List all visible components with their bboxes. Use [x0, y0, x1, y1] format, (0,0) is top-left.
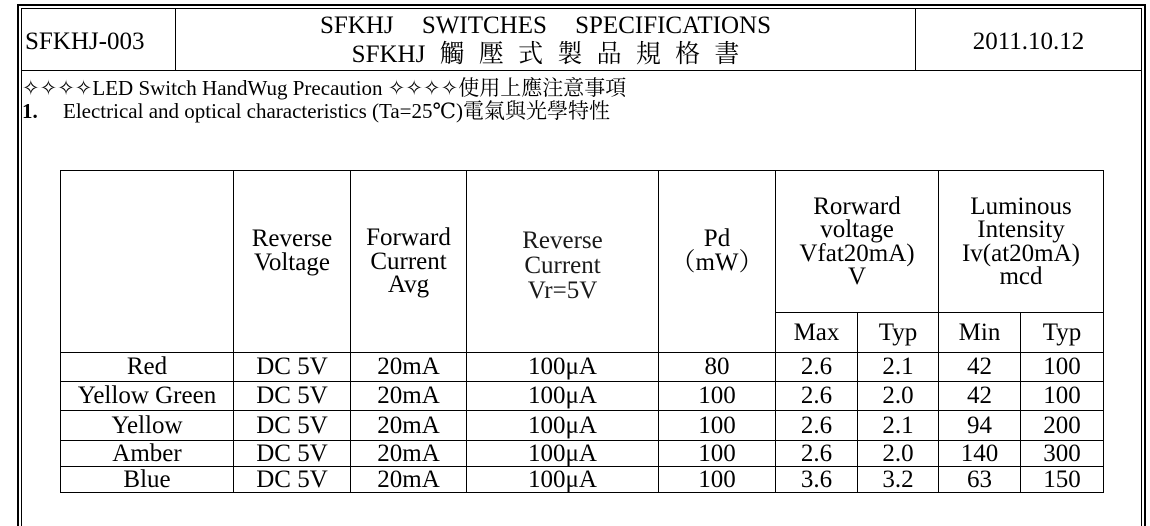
section-title: Electrical and optical characteristics (Ta=25℃)電氣與光學特性	[63, 99, 611, 123]
cell-vf-max: 2.6	[776, 441, 858, 467]
section-number: 1.	[22, 99, 38, 123]
table-row	[61, 382, 1104, 411]
cell-reverse-current: 100μA	[467, 382, 659, 411]
header-reverse-voltage: Reverse Voltage	[234, 171, 351, 353]
cell-reverse-current: 100μA	[467, 441, 659, 467]
cell-color: Yellow	[61, 411, 234, 441]
cell-vf-max: 2.6	[776, 411, 858, 441]
cell-color: Blue	[61, 467, 234, 493]
doc-date: 2011.10.12	[972, 27, 1085, 55]
cell-pd: 80	[659, 353, 776, 382]
cell-vf-typ: 3.2	[858, 467, 939, 493]
cell-pd: 100	[659, 411, 776, 441]
header-reverse-current: Reverse Current Vr=5V	[467, 171, 659, 353]
cell-vf-max: 2.6	[776, 353, 858, 382]
cell-reverse-current: 100μA	[467, 411, 659, 441]
cell-forward-current: 20mA	[351, 441, 467, 467]
header-iv-min: Min	[939, 313, 1021, 353]
header-vf-typ: Typ	[858, 313, 939, 353]
cell-reverse-current: 100μA	[467, 467, 659, 493]
electrical-optical-table	[60, 170, 1104, 493]
cell-reverse-voltage: DC 5V	[234, 353, 351, 382]
cell-color: Red	[61, 353, 234, 382]
cell-iv-min: 140	[939, 441, 1021, 467]
cell-iv-min: 94	[939, 411, 1021, 441]
doc-code: SFKHJ-003	[22, 9, 176, 70]
cell-color: Amber	[61, 441, 234, 467]
doc-title-en: SFKHJ SWITCHES SPECIFICATIONS	[319, 11, 772, 39]
doc-title	[176, 9, 916, 70]
doc-title-zh: SFKHJ 觸 壓 式 製 品 規 格 書	[351, 40, 740, 68]
cell-iv-typ: 200	[1021, 411, 1104, 441]
table-row	[61, 441, 1104, 467]
cell-pd: 100	[659, 467, 776, 493]
header-vf-max: Max	[776, 313, 858, 353]
cell-reverse-current: 100μA	[467, 353, 659, 382]
cell-reverse-voltage: DC 5V	[234, 467, 351, 493]
cell-iv-typ: 100	[1021, 353, 1104, 382]
header-pd: Pd （mW）	[659, 171, 776, 353]
header-luminous-intensity: Luminous Intensity Iv(at20mA) mcd	[939, 171, 1104, 313]
header-color-blank	[61, 171, 234, 353]
header-forward-voltage: Rorward voltage Vfat20mA) V	[776, 171, 939, 313]
cell-iv-min: 42	[939, 382, 1021, 411]
cell-vf-typ: 2.0	[858, 382, 939, 411]
cell-iv-typ: 100	[1021, 382, 1104, 411]
cell-reverse-voltage: DC 5V	[234, 382, 351, 411]
cell-iv-min: 42	[939, 353, 1021, 382]
cell-iv-min: 63	[939, 467, 1021, 493]
cell-forward-current: 20mA	[351, 353, 467, 382]
cell-vf-max: 3.6	[776, 467, 858, 493]
table-row	[61, 411, 1104, 441]
cell-vf-max: 2.6	[776, 382, 858, 411]
cell-vf-typ: 2.0	[858, 441, 939, 467]
cell-vf-typ: 2.1	[858, 353, 939, 382]
cell-color: Yellow Green	[61, 382, 234, 411]
cell-forward-current: 20mA	[351, 382, 467, 411]
cell-pd: 100	[659, 382, 776, 411]
cell-vf-typ: 2.1	[858, 411, 939, 441]
precaution-heading: ✧✧✧✧LED Switch HandWug Precaution ✧✧✧✧使用上應注意事項	[22, 76, 627, 100]
header-iv-typ: Typ	[1021, 313, 1104, 353]
section-heading	[22, 99, 610, 123]
document-header	[21, 8, 1142, 71]
cell-iv-typ: 150	[1021, 467, 1104, 493]
cell-reverse-voltage: DC 5V	[234, 441, 351, 467]
table-row	[61, 467, 1104, 493]
cell-reverse-voltage: DC 5V	[234, 411, 351, 441]
cell-forward-current: 20mA	[351, 411, 467, 441]
table-header-row	[61, 171, 1104, 313]
cell-pd: 100	[659, 441, 776, 467]
cell-forward-current: 20mA	[351, 467, 467, 493]
header-forward-current: Forward Current Avg	[351, 171, 467, 353]
table-row	[61, 353, 1104, 382]
cell-iv-typ: 300	[1021, 441, 1104, 467]
